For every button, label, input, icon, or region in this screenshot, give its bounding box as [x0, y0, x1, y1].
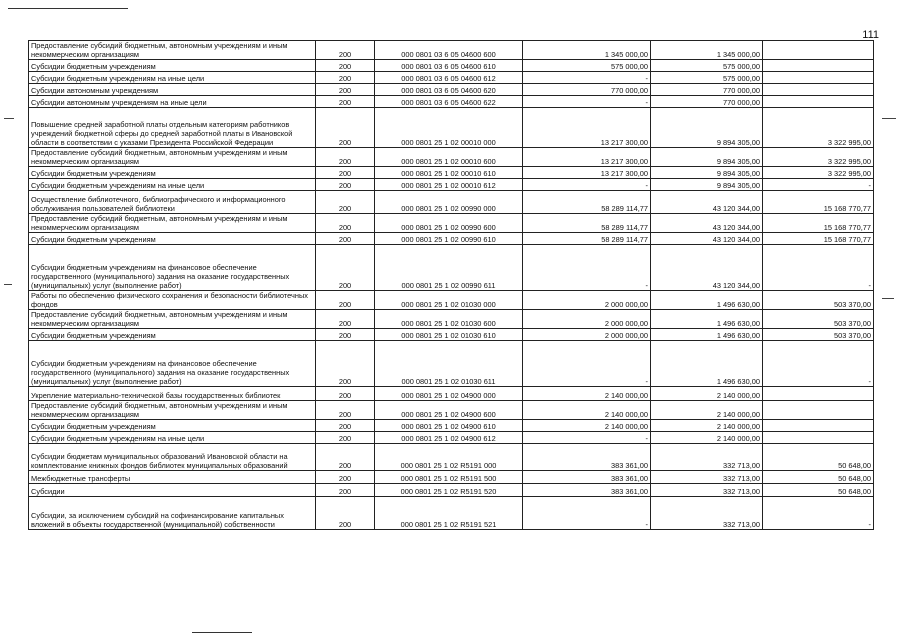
cell-vr: 200 — [316, 444, 375, 471]
cell-s3: 503 370,00 — [763, 291, 874, 310]
cell-kbk: 000 0801 25 1 02 00010 600 — [375, 148, 523, 167]
table-row — [29, 214, 874, 233]
cell-s3 — [763, 432, 874, 444]
cell-vr: 200 — [316, 96, 375, 108]
cell-s3 — [763, 84, 874, 96]
cell-s2: 9 894 305,00 — [651, 108, 763, 148]
cell-s2: 2 140 000,00 — [651, 401, 763, 420]
table-row — [29, 96, 874, 108]
cell-s1: 383 361,00 — [523, 484, 651, 497]
cell-name: Осуществление библиотечного, библиографического и информационного обслуживания пользователей библиотеки — [29, 191, 316, 214]
cell-s1: 2 140 000,00 — [523, 387, 651, 401]
cell-name: Субсидии бюджетным учреждениям — [29, 329, 316, 341]
cell-kbk: 000 0801 03 6 05 04600 610 — [375, 60, 523, 72]
cell-s3: 503 370,00 — [763, 310, 874, 329]
cell-vr: 200 — [316, 214, 375, 233]
cell-s2: 9 894 305,00 — [651, 148, 763, 167]
table-row — [29, 72, 874, 84]
cell-vr: 200 — [316, 329, 375, 341]
cell-name: Субсидии бюджетным учреждениям на иные цели — [29, 179, 316, 191]
margin-mark — [882, 298, 894, 299]
cell-name: Субсидии автономным учреждениям на иные цели — [29, 96, 316, 108]
cell-name: Субсидии бюджетным учреждениям на финансовое обеспечение государственного (муниципального) задания на оказание государственных (муниципальных) услуг (выполнение работ) — [29, 341, 316, 387]
cell-vr: 200 — [316, 471, 375, 484]
table-row — [29, 167, 874, 179]
cell-kbk: 000 0801 25 1 02 04900 600 — [375, 401, 523, 420]
cell-vr: 200 — [316, 60, 375, 72]
cell-s2: 1 345 000,00 — [651, 41, 763, 60]
cell-s2: 1 496 630,00 — [651, 310, 763, 329]
cell-s2: 1 496 630,00 — [651, 329, 763, 341]
cell-s3 — [763, 72, 874, 84]
cell-kbk: 000 0801 25 1 02 00990 610 — [375, 233, 523, 245]
cell-s2: 332 713,00 — [651, 471, 763, 484]
cell-s1: - — [523, 497, 651, 530]
table-row — [29, 497, 874, 530]
cell-s3 — [763, 60, 874, 72]
table-row — [29, 233, 874, 245]
cell-s1: 1 345 000,00 — [523, 41, 651, 60]
cell-kbk: 000 0801 25 1 02 01030 000 — [375, 291, 523, 310]
cell-s3: 15 168 770,77 — [763, 233, 874, 245]
cell-vr: 200 — [316, 179, 375, 191]
cell-vr: 200 — [316, 291, 375, 310]
cell-name: Укрепление материально-технической базы государственных библиотек — [29, 387, 316, 401]
cell-vr: 200 — [316, 484, 375, 497]
cell-s2: 770 000,00 — [651, 84, 763, 96]
cell-kbk: 000 0801 25 1 02 00010 612 — [375, 179, 523, 191]
table-row — [29, 329, 874, 341]
cell-s1: - — [523, 341, 651, 387]
cell-kbk: 000 0801 03 6 05 04600 600 — [375, 41, 523, 60]
cell-s2: 1 496 630,00 — [651, 341, 763, 387]
cell-s3: 15 168 770,77 — [763, 214, 874, 233]
page-number: 111 — [862, 29, 879, 41]
cell-name: Предоставление субсидий бюджетным, автономным учреждениям и иным некоммерческим организациям — [29, 310, 316, 329]
table-row — [29, 310, 874, 329]
cell-s2: 43 120 344,00 — [651, 214, 763, 233]
cell-s1: 13 217 300,00 — [523, 108, 651, 148]
cell-vr: 200 — [316, 420, 375, 432]
cell-name: Предоставление субсидий бюджетным, автономным учреждениям и иным некоммерческим организациям — [29, 401, 316, 420]
cell-s3: - — [763, 497, 874, 530]
cell-s3: - — [763, 179, 874, 191]
cell-s2: 1 496 630,00 — [651, 291, 763, 310]
cell-name: Субсидии бюджетам муниципальных образований Ивановской области на комплектование книжных фондов библиотек муниципальных образований — [29, 444, 316, 471]
table-row — [29, 291, 874, 310]
cell-kbk: 000 0801 25 1 02 R5191 500 — [375, 471, 523, 484]
cell-kbk: 000 0801 25 1 02 04900 612 — [375, 432, 523, 444]
cell-s1: 2 140 000,00 — [523, 420, 651, 432]
cell-name: Межбюджетные трансферты — [29, 471, 316, 484]
cell-s2: 770 000,00 — [651, 96, 763, 108]
cell-name: Субсидии бюджетным учреждениям — [29, 60, 316, 72]
cell-s1: 2 000 000,00 — [523, 291, 651, 310]
cell-kbk: 000 0801 25 1 02 R5191 520 — [375, 484, 523, 497]
margin-mark — [4, 118, 14, 119]
cell-s2: 332 713,00 — [651, 444, 763, 471]
cell-s1: - — [523, 72, 651, 84]
table-row — [29, 471, 874, 484]
cell-name: Предоставление субсидий бюджетным, автономным учреждениям и иным некоммерческим организациям — [29, 41, 316, 60]
cell-s3: 3 322 995,00 — [763, 148, 874, 167]
cell-kbk: 000 0801 25 1 02 00990 000 — [375, 191, 523, 214]
cell-s3 — [763, 387, 874, 401]
cell-name: Субсидии бюджетным учреждениям на иные цели — [29, 72, 316, 84]
cell-s3: - — [763, 245, 874, 291]
cell-s2: 575 000,00 — [651, 60, 763, 72]
cell-s2: 332 713,00 — [651, 497, 763, 530]
cell-s2: 2 140 000,00 — [651, 387, 763, 401]
bottom-rule — [192, 632, 252, 633]
cell-name: Субсидии бюджетным учреждениям — [29, 233, 316, 245]
cell-vr: 200 — [316, 245, 375, 291]
cell-s3 — [763, 420, 874, 432]
margin-mark — [4, 284, 12, 285]
cell-s3: 50 648,00 — [763, 444, 874, 471]
cell-vr: 200 — [316, 167, 375, 179]
cell-name: Работы по обеспечению физического сохранения и безопасности библиотечных фондов — [29, 291, 316, 310]
cell-s1: - — [523, 179, 651, 191]
cell-vr: 200 — [316, 41, 375, 60]
cell-vr: 200 — [316, 387, 375, 401]
cell-vr: 200 — [316, 191, 375, 214]
table-row — [29, 341, 874, 387]
cell-kbk: 000 0801 25 1 02 R5191 000 — [375, 444, 523, 471]
cell-s2: 575 000,00 — [651, 72, 763, 84]
table-row — [29, 387, 874, 401]
top-rule — [8, 8, 128, 9]
table-row — [29, 420, 874, 432]
cell-kbk: 000 0801 25 1 02 04900 610 — [375, 420, 523, 432]
cell-name: Предоставление субсидий бюджетным, автономным учреждениям и иным некоммерческим организациям — [29, 214, 316, 233]
cell-kbk: 000 0801 25 1 02 01030 611 — [375, 341, 523, 387]
cell-kbk: 000 0801 25 1 02 00990 600 — [375, 214, 523, 233]
cell-name: Повышение средней заработной платы отдельным категориям работников учреждений бюджетной сферы до средней заработной платы в Ивановской области в соответствии с указами Президента Российской Федерации — [29, 108, 316, 148]
table-row — [29, 60, 874, 72]
cell-kbk: 000 0801 03 6 05 04600 620 — [375, 84, 523, 96]
cell-kbk: 000 0801 03 6 05 04600 612 — [375, 72, 523, 84]
cell-s1: 58 289 114,77 — [523, 214, 651, 233]
cell-s3 — [763, 41, 874, 60]
cell-s3: 15 168 770,77 — [763, 191, 874, 214]
cell-vr: 200 — [316, 497, 375, 530]
cell-s3: 3 322 995,00 — [763, 167, 874, 179]
table-row — [29, 432, 874, 444]
cell-vr: 200 — [316, 233, 375, 245]
cell-name: Субсидии бюджетным учреждениям — [29, 167, 316, 179]
cell-kbk: 000 0801 25 1 02 00010 000 — [375, 108, 523, 148]
cell-kbk: 000 0801 25 1 02 00990 611 — [375, 245, 523, 291]
cell-s1: - — [523, 96, 651, 108]
cell-s2: 9 894 305,00 — [651, 167, 763, 179]
cell-s3 — [763, 96, 874, 108]
cell-s1: 575 000,00 — [523, 60, 651, 72]
cell-name: Субсидии, за исключением субсидий на софинансирование капитальных вложений в объекты государственной (муниципальной) собственности — [29, 497, 316, 530]
cell-s2: 43 120 344,00 — [651, 233, 763, 245]
cell-s2: 2 140 000,00 — [651, 420, 763, 432]
cell-s1: - — [523, 245, 651, 291]
table-row — [29, 108, 874, 148]
cell-kbk: 000 0801 25 1 02 01030 600 — [375, 310, 523, 329]
cell-s1: 58 289 114,77 — [523, 191, 651, 214]
cell-kbk: 000 0801 03 6 05 04600 622 — [375, 96, 523, 108]
cell-s1: 13 217 300,00 — [523, 148, 651, 167]
cell-s3: 503 370,00 — [763, 329, 874, 341]
cell-kbk: 000 0801 25 1 02 04900 000 — [375, 387, 523, 401]
budget-table — [28, 40, 874, 530]
cell-vr: 200 — [316, 148, 375, 167]
cell-vr: 200 — [316, 72, 375, 84]
cell-vr: 200 — [316, 84, 375, 96]
cell-kbk: 000 0801 25 1 02 R5191 521 — [375, 497, 523, 530]
table-row — [29, 148, 874, 167]
cell-s2: 2 140 000,00 — [651, 432, 763, 444]
cell-kbk: 000 0801 25 1 02 01030 610 — [375, 329, 523, 341]
table-row — [29, 179, 874, 191]
cell-s2: 43 120 344,00 — [651, 245, 763, 291]
table-row — [29, 245, 874, 291]
table-row — [29, 401, 874, 420]
cell-name: Субсидии бюджетным учреждениям — [29, 420, 316, 432]
cell-s2: 9 894 305,00 — [651, 179, 763, 191]
cell-vr: 200 — [316, 108, 375, 148]
table-row — [29, 84, 874, 96]
cell-name: Предоставление субсидий бюджетным, автономным учреждениям и иным некоммерческим организациям — [29, 148, 316, 167]
cell-s1: 770 000,00 — [523, 84, 651, 96]
cell-vr: 200 — [316, 401, 375, 420]
cell-name: Субсидии — [29, 484, 316, 497]
table-row — [29, 191, 874, 214]
cell-kbk: 000 0801 25 1 02 00010 610 — [375, 167, 523, 179]
table-row — [29, 444, 874, 471]
cell-s1: 58 289 114,77 — [523, 233, 651, 245]
cell-name: Субсидии автономным учреждениям — [29, 84, 316, 96]
cell-s3: 3 322 995,00 — [763, 108, 874, 148]
cell-s1: 2 140 000,00 — [523, 401, 651, 420]
cell-s1: 383 361,00 — [523, 444, 651, 471]
cell-s1: 13 217 300,00 — [523, 167, 651, 179]
cell-name: Субсидии бюджетным учреждениям на финансовое обеспечение государственного (муниципального) задания на оказание государственных (муниципальных) услуг (выполнение работ) — [29, 245, 316, 291]
cell-s1: 2 000 000,00 — [523, 310, 651, 329]
cell-s1: 383 361,00 — [523, 471, 651, 484]
cell-s3: - — [763, 341, 874, 387]
cell-vr: 200 — [316, 341, 375, 387]
cell-s1: - — [523, 432, 651, 444]
table-row — [29, 484, 874, 497]
cell-vr: 200 — [316, 432, 375, 444]
cell-s3 — [763, 401, 874, 420]
cell-vr: 200 — [316, 310, 375, 329]
margin-mark — [882, 118, 896, 119]
cell-s2: 43 120 344,00 — [651, 191, 763, 214]
cell-name: Субсидии бюджетным учреждениям на иные цели — [29, 432, 316, 444]
cell-s3: 50 648,00 — [763, 484, 874, 497]
cell-s3: 50 648,00 — [763, 471, 874, 484]
cell-s2: 332 713,00 — [651, 484, 763, 497]
table-row — [29, 41, 874, 60]
cell-s1: 2 000 000,00 — [523, 329, 651, 341]
